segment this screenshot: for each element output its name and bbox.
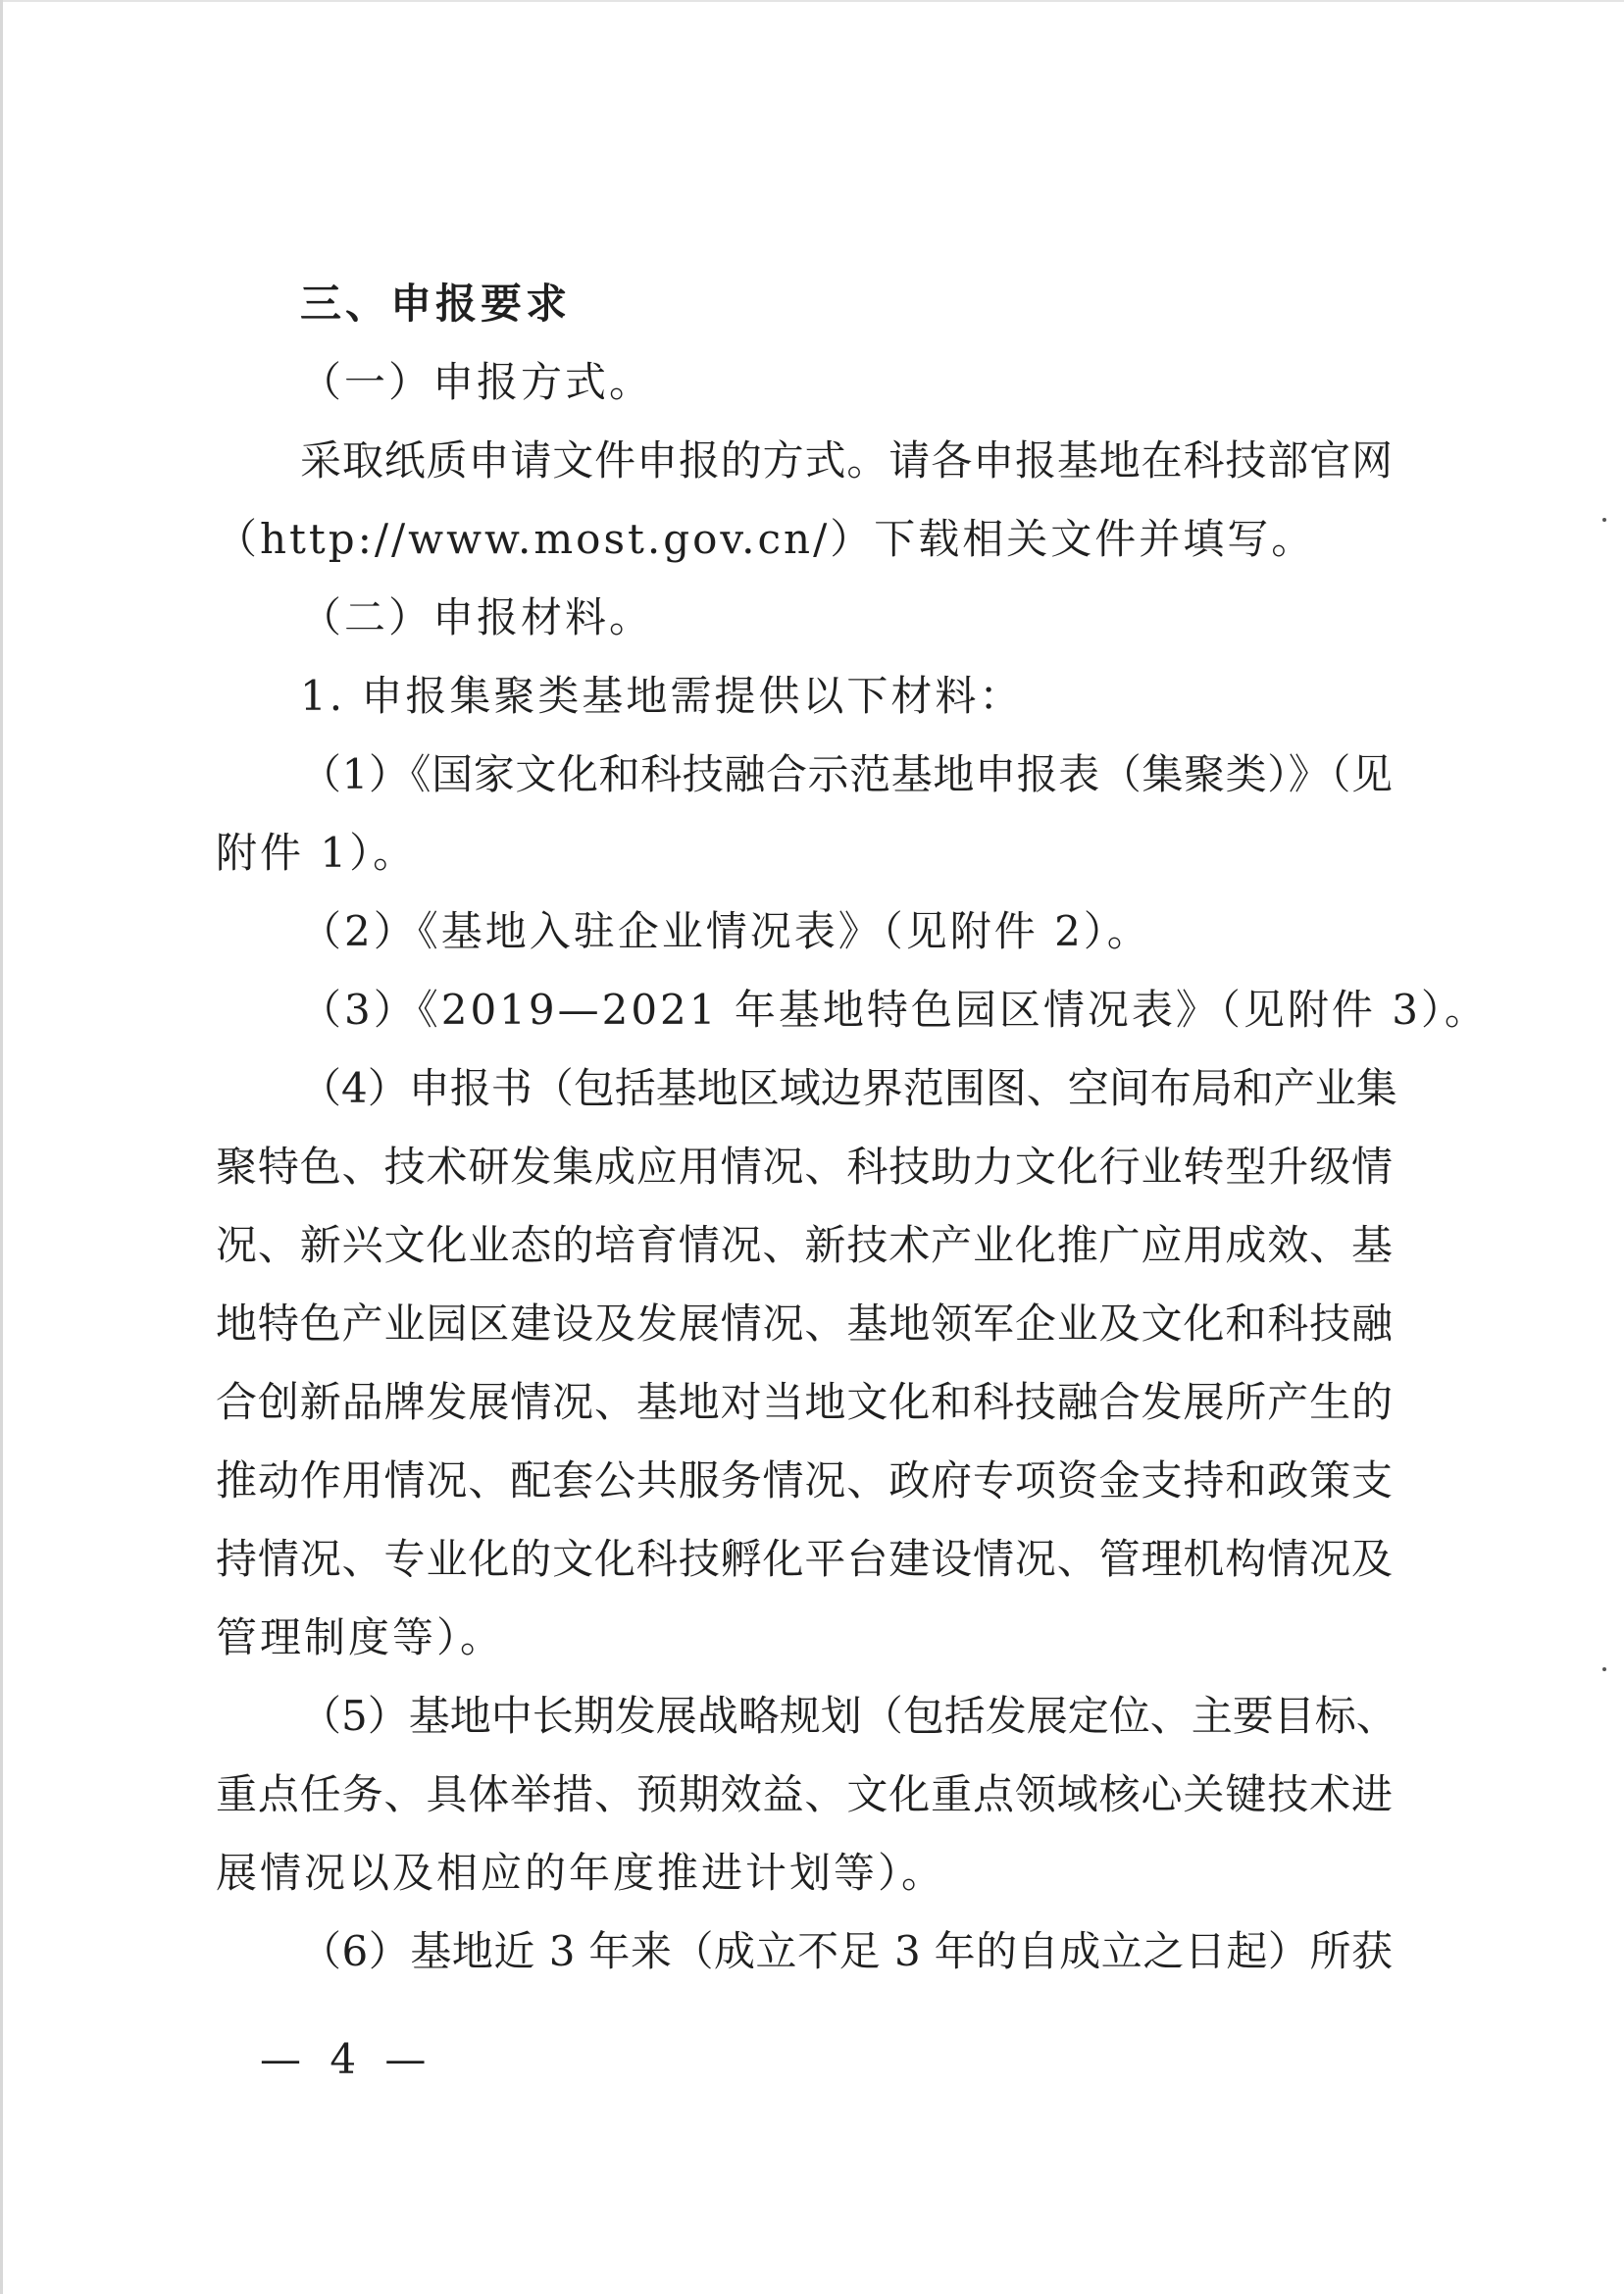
section-heading: 三、申报要求 — [300, 280, 572, 328]
subsection-heading-1: （一）申报方式。 — [300, 358, 654, 406]
scan-edge-top — [0, 0, 1624, 2]
paragraph-line: 展情况以及相应的年度推进计划等）。 — [216, 1849, 946, 1897]
paragraph-line: （4）申报书（包括基地区域边界范围图、空间布局和产业集 — [300, 1064, 1397, 1112]
paragraph-line: 持情况、专业化的文化科技孵化平台建设情况、管理机构情况及 — [216, 1535, 1393, 1583]
paragraph-line: （5）基地中长期发展战略规划（包括发展定位、主要目标、 — [300, 1692, 1397, 1740]
scan-artifact-dot — [1602, 1667, 1606, 1671]
scan-artifact-dot — [1602, 518, 1606, 522]
list-item-1-4 — [216, 1049, 1397, 1677]
paragraph-line: 地特色产业园区建设及发展情况、基地领军企业及文化和科技融 — [216, 1300, 1393, 1348]
list-item-1-1 — [216, 736, 1393, 892]
paragraph-line: （http://www.most.gov.cn/）下载相关文件并填写。 — [216, 515, 1316, 563]
paragraph-line: 管理制度等）。 — [216, 1613, 505, 1661]
list-item-1-6: （6）基地近 3 年来（成立不足 3 年的自成立之日起）所获 — [300, 1927, 1393, 1975]
paragraph-application-method — [216, 422, 1393, 579]
page-number: — 4 — — [260, 2035, 434, 2083]
list-item-1-3: （3）《2019—2021 年基地特色园区情况表》（见附件 3）。 — [300, 986, 1489, 1034]
paragraph-line: 采取纸质申请文件申报的方式。请各申报基地在科技部官网 — [300, 436, 1393, 484]
paragraph-line: 聚特色、技术研发集成应用情况、科技助力文化行业转型升级情 — [216, 1143, 1393, 1191]
paragraph-line: 推动作用情况、配套公共服务情况、政府专项资金支持和政策支 — [216, 1456, 1393, 1504]
document-body — [216, 265, 1489, 1991]
paragraph-line: （1）《国家文化和科技融合示范基地申报表（集聚类）》（见 — [300, 750, 1393, 798]
paragraph-line: 附件 1）。 — [216, 829, 418, 877]
paragraph-line: 合创新品牌发展情况、基地对当地文化和科技融合发展所产生的 — [216, 1378, 1393, 1426]
subsection-heading-2: （二）申报材料。 — [300, 593, 654, 641]
list-item-1-2: （2）《基地入驻企业情况表》（见附件 2）。 — [300, 907, 1151, 955]
paragraph-line: 重点任务、具体举措、预期效益、文化重点领域核心关键技术进 — [216, 1770, 1393, 1818]
item-heading-1: 1. 申报集聚类基地需提供以下材料： — [300, 672, 1024, 720]
scan-edge-left — [0, 0, 3, 2294]
list-item-1-5 — [216, 1677, 1397, 1912]
paragraph-line: 况、新兴文化业态的培育情况、新技术产业化推广应用成效、基 — [216, 1221, 1393, 1269]
